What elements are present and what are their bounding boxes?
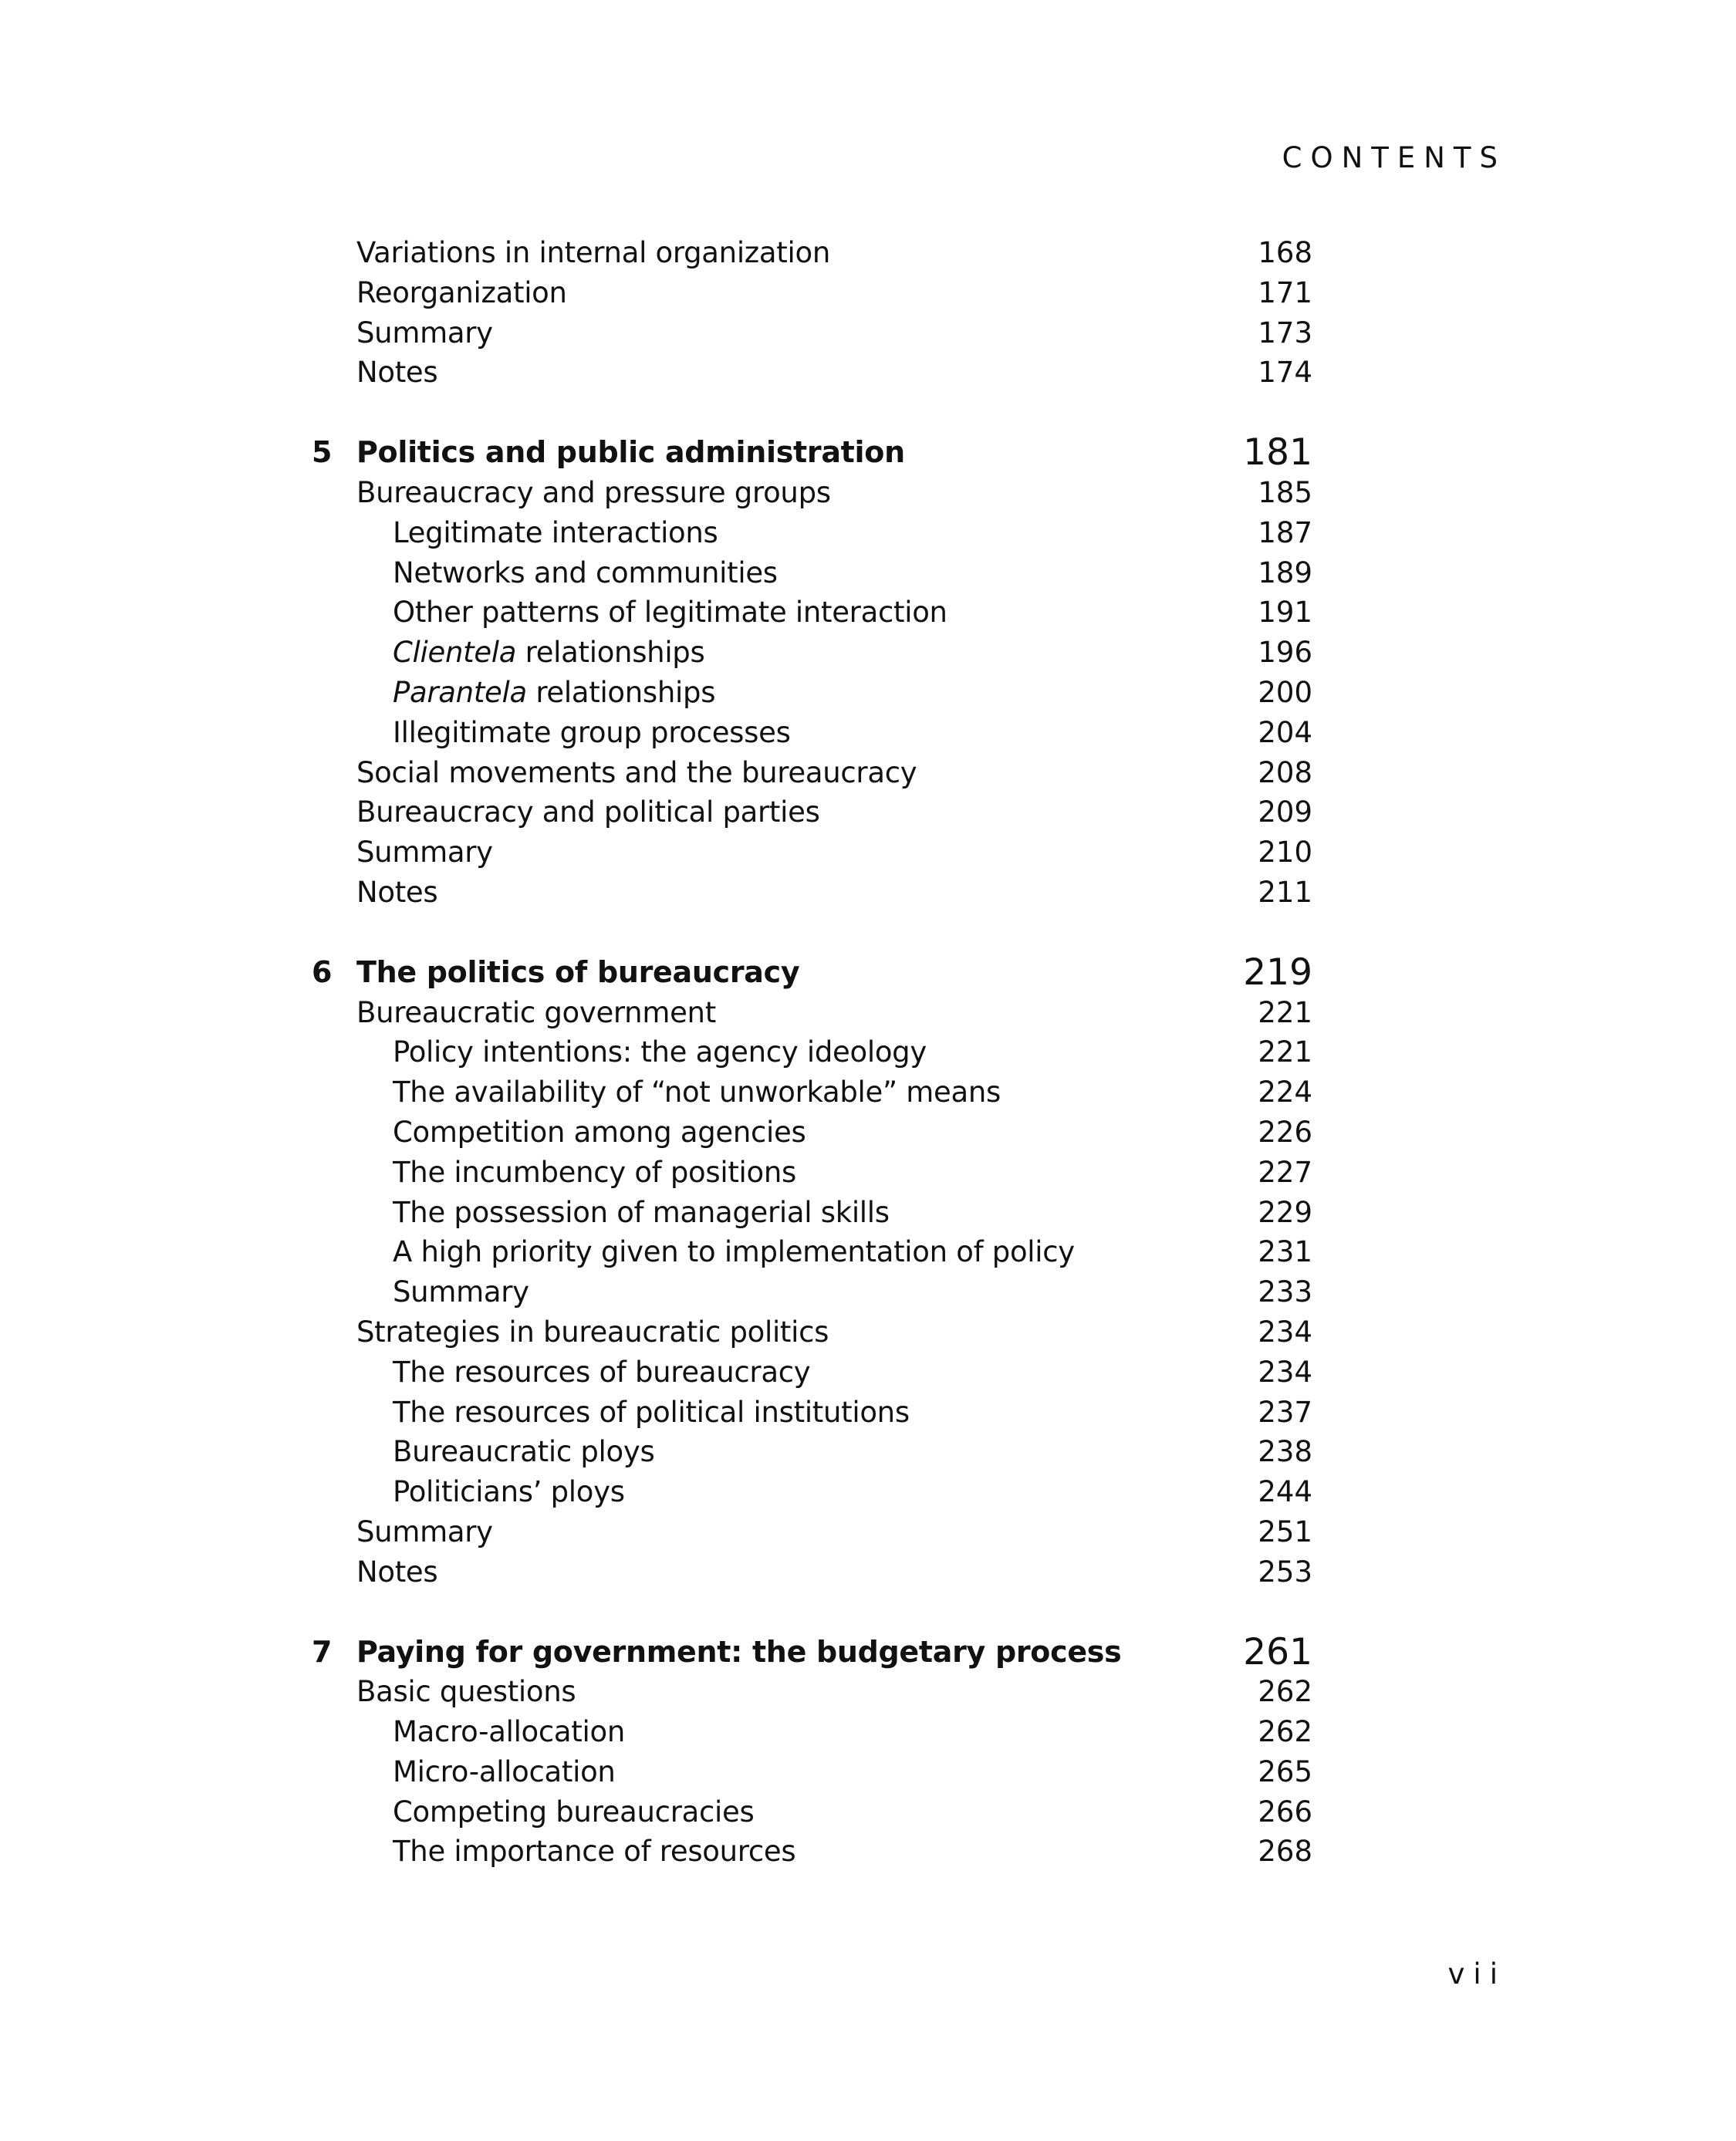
- toc-entry-page: 171: [1258, 275, 1312, 309]
- toc-entry-title: [393, 673, 715, 713]
- toc-entry-title: Summary: [356, 836, 493, 870]
- toc-entry-title: Variations in internal organization: [356, 236, 830, 269]
- toc-entry[interactable]: [0, 1552, 1736, 1592]
- toc-entry-title: Competing bureaucracies: [393, 1795, 755, 1829]
- toc-entry-page: 211: [1258, 875, 1312, 909]
- toc-entry-page: 229: [1258, 1195, 1312, 1229]
- toc-entry-page: 227: [1258, 1155, 1312, 1189]
- toc-entry-page: 253: [1258, 1555, 1312, 1589]
- toc-entry-page: 251: [1258, 1515, 1312, 1548]
- table-of-contents: [0, 233, 1736, 1872]
- toc-entry-page: 200: [1258, 675, 1312, 709]
- toc-entry-title: Notes: [356, 875, 438, 909]
- toc-entry-title-rest: relationships: [516, 636, 705, 670]
- toc-entry-title: Bureaucratic ploys: [393, 1435, 655, 1469]
- toc-entry-page: 233: [1258, 1275, 1312, 1309]
- chapter-heading-6[interactable]: [0, 953, 1736, 993]
- chapter-number: 5: [312, 435, 333, 470]
- toc-entry-page: 237: [1258, 1395, 1312, 1429]
- toc-subentry[interactable]: [0, 1432, 1736, 1472]
- chapter-page: 261: [1243, 1630, 1312, 1673]
- toc-entry-page: 191: [1258, 596, 1312, 630]
- toc-subentry[interactable]: [0, 513, 1736, 553]
- toc-entry-page: 221: [1258, 995, 1312, 1029]
- toc-entry-page: 266: [1258, 1795, 1312, 1829]
- toc-entry-page: 187: [1258, 515, 1312, 549]
- toc-entry-page: 210: [1258, 836, 1312, 870]
- toc-entry-page: 268: [1258, 1835, 1312, 1869]
- toc-entry-page: 262: [1258, 1715, 1312, 1749]
- toc-entry[interactable]: [0, 873, 1736, 913]
- page-number: vii: [1447, 1957, 1506, 1991]
- toc-entry-title: Summary: [393, 1275, 529, 1309]
- toc-entry-title: The resources of bureaucracy: [393, 1355, 811, 1389]
- toc-entry[interactable]: [0, 792, 1736, 832]
- toc-entry-title: Summary: [356, 1515, 493, 1548]
- chapter-heading-5[interactable]: [0, 433, 1736, 473]
- toc-entry-title: The incumbency of positions: [393, 1155, 796, 1189]
- toc-entry-page: 174: [1258, 356, 1312, 390]
- toc-entry-page: 209: [1258, 795, 1312, 829]
- toc-entry-title: Reorganization: [356, 275, 567, 309]
- toc-subentry[interactable]: [0, 1032, 1736, 1072]
- toc-entry[interactable]: [0, 353, 1736, 393]
- toc-entry-title: [393, 633, 704, 673]
- toc-entry-title: Politicians’ ploys: [393, 1475, 625, 1509]
- toc-subentry[interactable]: [0, 1113, 1736, 1153]
- toc-entry-title: Competition among agencies: [393, 1115, 806, 1149]
- chapter-number: 7: [312, 1634, 333, 1669]
- toc-subentry[interactable]: [0, 1232, 1736, 1272]
- toc-subentry[interactable]: [0, 713, 1736, 753]
- toc-subentry[interactable]: [0, 633, 1736, 673]
- toc-subentry[interactable]: [0, 1153, 1736, 1193]
- toc-subentry[interactable]: [0, 1712, 1736, 1752]
- toc-entry-page: 173: [1258, 316, 1312, 350]
- toc-subentry[interactable]: [0, 553, 1736, 593]
- toc-subentry[interactable]: [0, 1393, 1736, 1433]
- toc-entry-title: Social movements and the bureaucracy: [356, 755, 917, 789]
- toc-entry[interactable]: [0, 1672, 1736, 1712]
- toc-entry-page: 234: [1258, 1315, 1312, 1349]
- chapter-heading-7[interactable]: [0, 1630, 1736, 1673]
- toc-entry-title: Other patterns of legitimate interaction: [393, 596, 947, 630]
- toc-entry[interactable]: [0, 993, 1736, 1033]
- toc-entry-title: Bureaucracy and political parties: [356, 795, 820, 829]
- toc-entry-page: 221: [1258, 1035, 1312, 1069]
- toc-entry-page: 204: [1258, 715, 1312, 749]
- chapter-page: 219: [1243, 951, 1312, 994]
- toc-entry-title: A high priority given to implementation of policy: [393, 1235, 1075, 1269]
- toc-entry-title-italic: Clientela: [393, 636, 517, 670]
- toc-subentry[interactable]: [0, 1272, 1736, 1312]
- toc-entry-title: The availability of “not unworkable” means: [393, 1076, 1001, 1109]
- running-head: CONTENTS: [1282, 141, 1506, 174]
- toc-entry-title: The resources of political institutions: [393, 1395, 910, 1429]
- toc-subentry[interactable]: [0, 1072, 1736, 1113]
- toc-entry-title-italic: Parantela: [393, 675, 527, 709]
- toc-entry-title: Notes: [356, 1555, 438, 1589]
- toc-entry-page: 208: [1258, 755, 1312, 789]
- toc-entry-title-rest: relationships: [526, 675, 716, 709]
- toc-entry-title: Networks and communities: [393, 556, 778, 589]
- toc-subentry[interactable]: [0, 673, 1736, 713]
- chapter-page: 181: [1243, 431, 1312, 474]
- toc-entry-page: 262: [1258, 1675, 1312, 1709]
- toc-entry[interactable]: [0, 753, 1736, 793]
- toc-entry[interactable]: [0, 313, 1736, 353]
- chapter-number: 6: [312, 954, 333, 989]
- toc-entry-title: Summary: [356, 316, 493, 350]
- toc-entry[interactable]: [0, 273, 1736, 313]
- toc-entry[interactable]: [0, 1512, 1736, 1552]
- toc-entry[interactable]: [0, 832, 1736, 873]
- toc-entry[interactable]: [0, 233, 1736, 273]
- toc-entry-title: Strategies in bureaucratic politics: [356, 1315, 829, 1349]
- chapter-title: Paying for government: the budgetary process: [356, 1634, 1122, 1669]
- toc-entry-page: 168: [1258, 236, 1312, 269]
- toc-subentry[interactable]: [0, 1792, 1736, 1832]
- toc-entry-title: Bureaucratic government: [356, 995, 716, 1029]
- toc-entry-title: Illegitimate group processes: [393, 715, 791, 749]
- toc-entry-page: 189: [1258, 556, 1312, 589]
- toc-subentry[interactable]: [0, 1832, 1736, 1872]
- toc-entry[interactable]: [0, 473, 1736, 513]
- chapter-title: The politics of bureaucracy: [356, 954, 800, 989]
- toc-entry-page: 234: [1258, 1355, 1312, 1389]
- toc-entry-page: 265: [1258, 1754, 1312, 1788]
- toc-entry-page: 224: [1258, 1076, 1312, 1109]
- chapter-title: Politics and public administration: [356, 435, 905, 470]
- toc-entry-page: 185: [1258, 475, 1312, 509]
- toc-entry-page: 238: [1258, 1435, 1312, 1469]
- toc-subentry[interactable]: [0, 593, 1736, 633]
- toc-entry-title: The possession of managerial skills: [393, 1195, 890, 1229]
- toc-entry[interactable]: [0, 1312, 1736, 1352]
- toc-entry-page: 226: [1258, 1115, 1312, 1149]
- toc-entry-title: Basic questions: [356, 1675, 576, 1709]
- toc-entry-title: Macro-allocation: [393, 1715, 625, 1749]
- toc-subentry[interactable]: [0, 1193, 1736, 1233]
- toc-entry-page: 231: [1258, 1235, 1312, 1269]
- toc-subentry[interactable]: [0, 1352, 1736, 1393]
- toc-entry-title: Bureaucracy and pressure groups: [356, 475, 831, 509]
- toc-entry-title: Notes: [356, 356, 438, 390]
- toc-entry-title: The importance of resources: [393, 1835, 796, 1869]
- toc-entry-title: Policy intentions: the agency ideology: [393, 1035, 927, 1069]
- toc-entry-page: 244: [1258, 1475, 1312, 1509]
- toc-entry-title: Legitimate interactions: [393, 515, 718, 549]
- toc-entry-title: Micro-allocation: [393, 1754, 616, 1788]
- toc-subentry[interactable]: [0, 1752, 1736, 1792]
- toc-entry-page: 196: [1258, 636, 1312, 670]
- toc-subentry[interactable]: [0, 1472, 1736, 1512]
